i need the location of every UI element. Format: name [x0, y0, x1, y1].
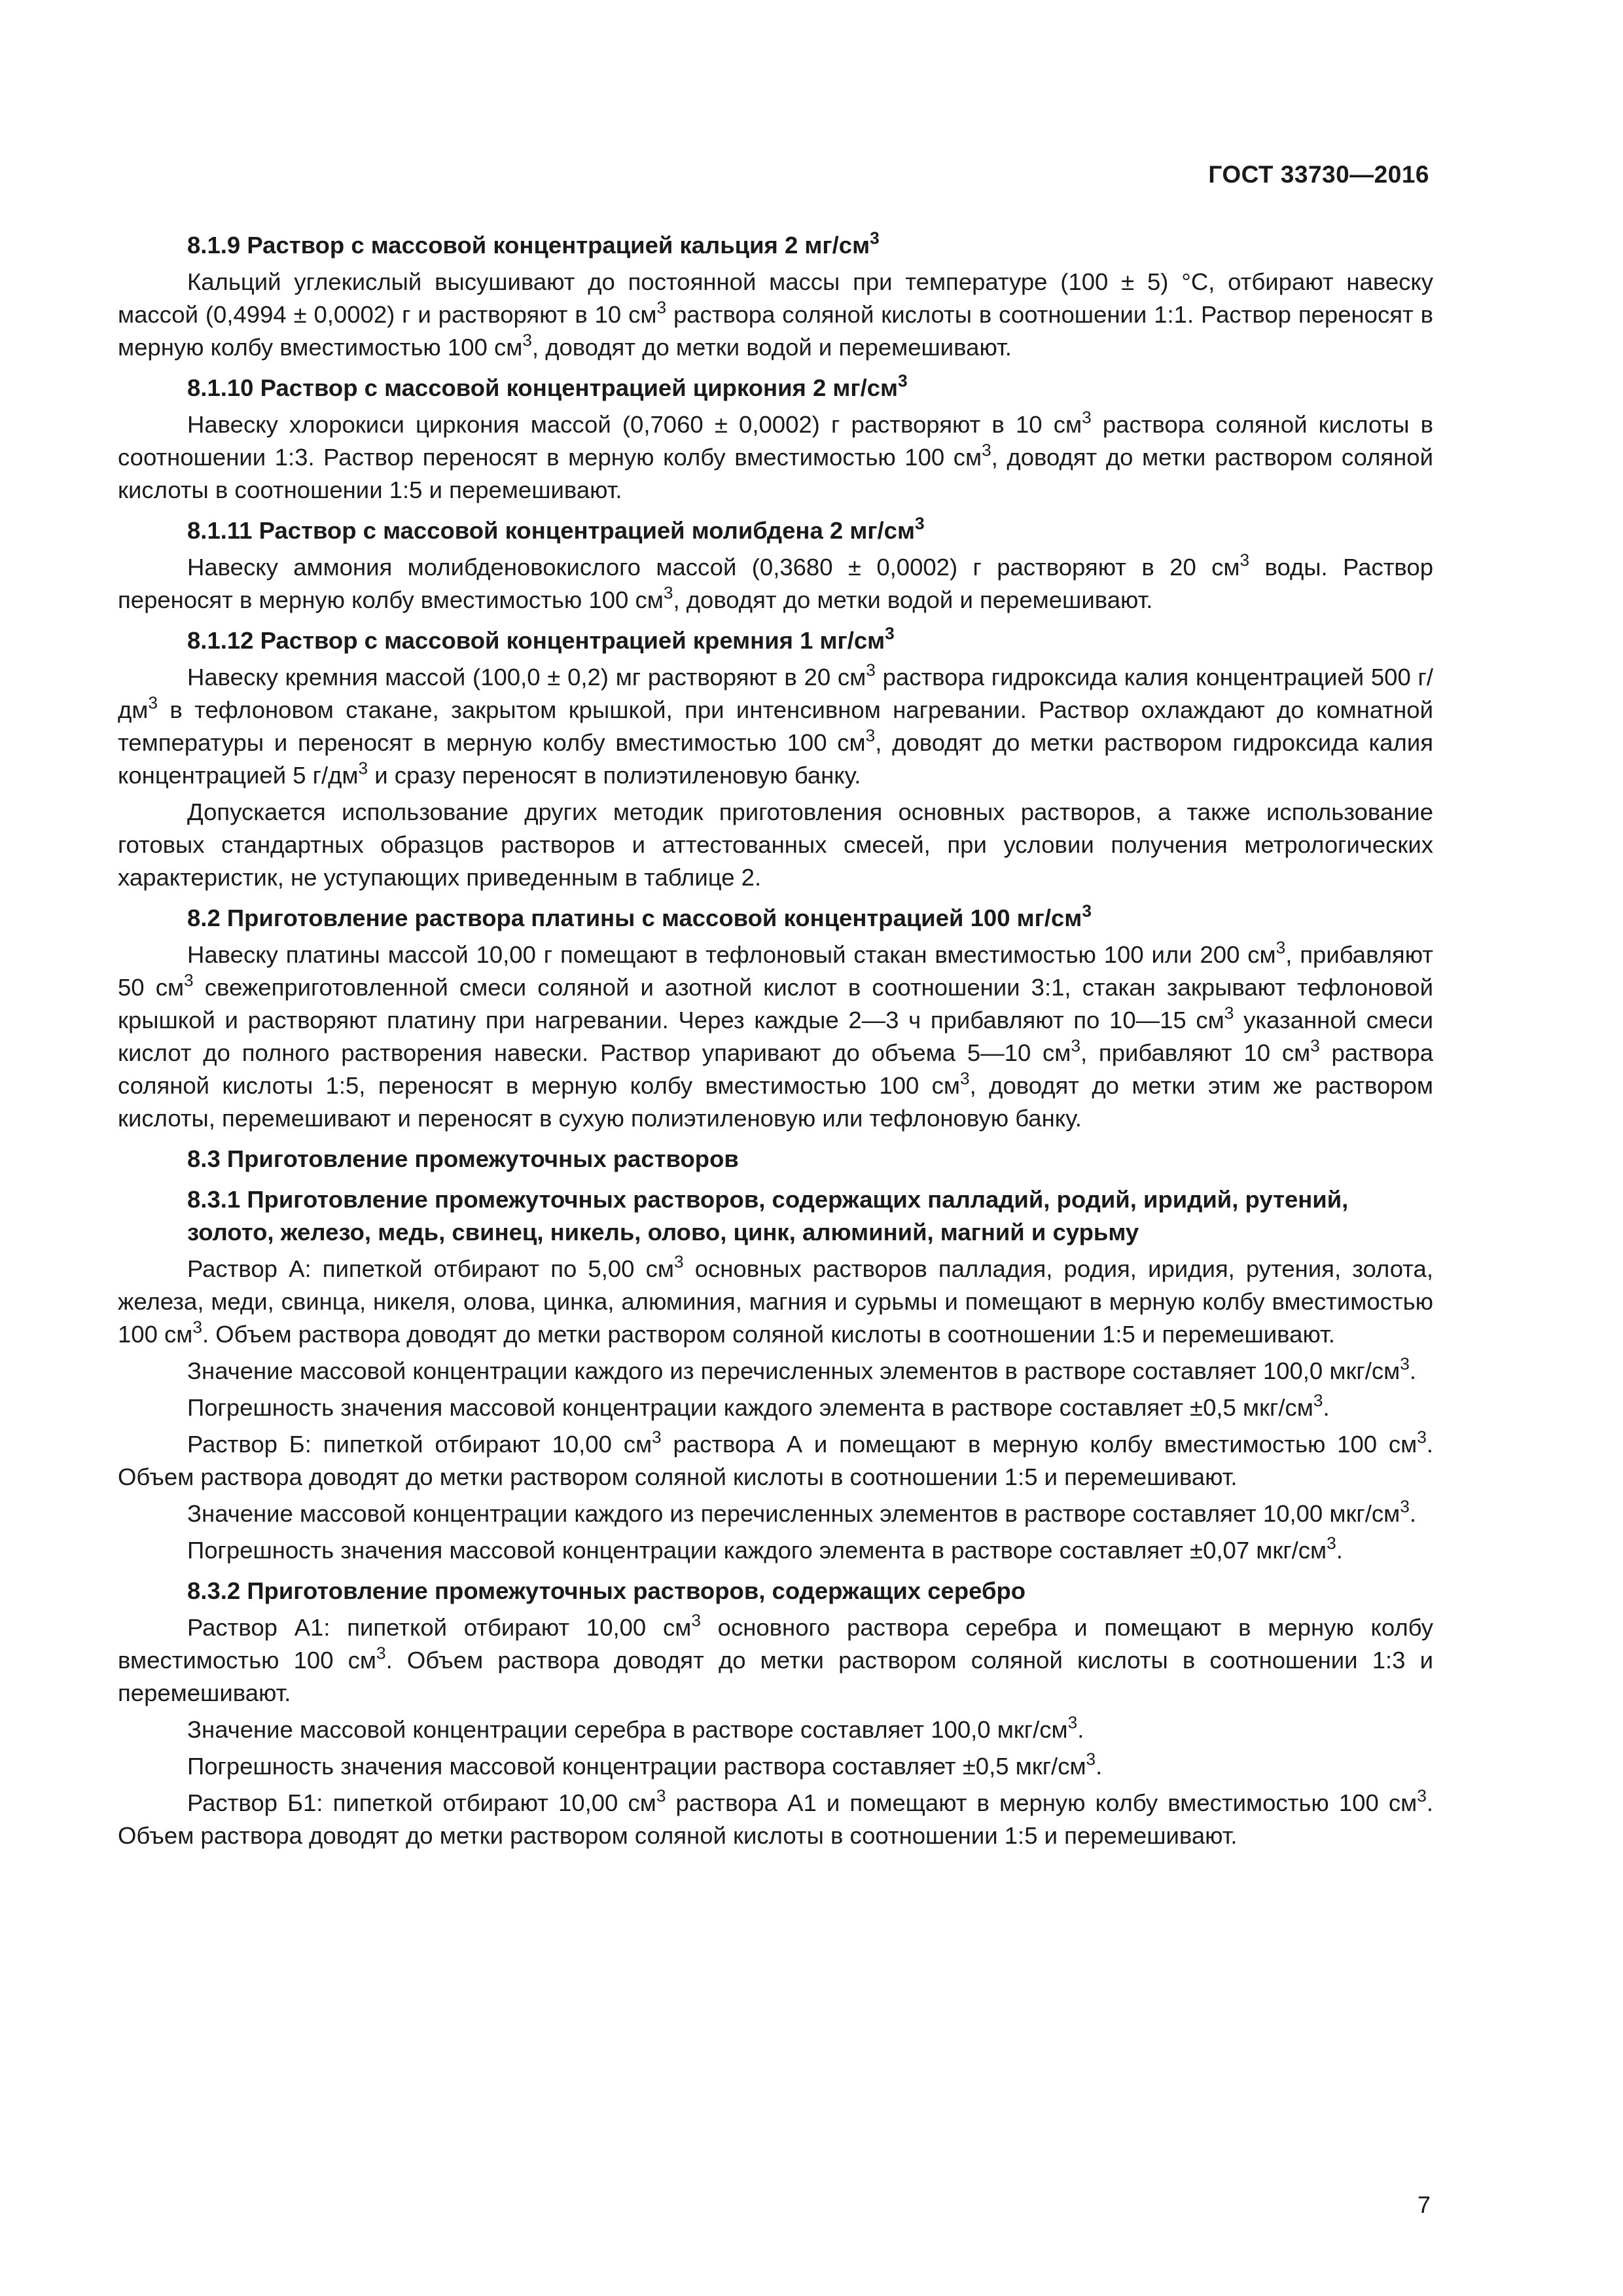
section-heading: 8.3.1 Приготовление промежуточных растворов, содержащих палладий, родий, иридий, рутений, золото, железо, медь, свинец, никель, олово, цинк, алюминий, магний и сурьму: [187, 1186, 1349, 1246]
paragraph: Погрешность значения массовой концентрации каждого элемента в растворе составляет ±0,07 мкг/$см^3$.: [187, 1533, 1343, 1564]
paragraph: Допускается использование других методик приготовления основных растворов, а также использование готовых стандартных образцов растворов и аттестованных смесей, при условии получения метрологических характеристик, не уступающих приведенным в таблице 2.: [118, 798, 1433, 891]
paragraph: Навеску платины массой 10,00 г помещают в тефлоновый стакан вместимостью 100 или 200 $см^3$, прибавляют 50 $см^3$ свежеприготовленной смеси соляной и азотной кислот в соотношении 3:1, стакан закрывают тефлоновой крышкой и растворяют платину при нагревании. Через каждые 2—3 ч прибавляют по 10—15 $см^3$ указанной смеси кислот до полного растворения навески. Раствор упаривают до объема 5—10 $см^3$, прибавляют 10 $см^3$ раствора соляной кислоты 1:5, переносят в мерную колбу вместимостью 100 $см^3$, доводят до метки этим же раствором кислоты, перемешивают и переносят в сухую полиэтиленовую или тефлоновую банку.: [118, 937, 1434, 1132]
section-heading: 8.1.10 Раствор с массовой концентрацией циркония 2 $мг/см^3$: [187, 370, 908, 401]
paragraph: Навеску хлорокиси циркония массой (0,7060 ± 0,0002) г растворяют в 10 $см^3$ раствора соляной кислоты в соотношении 1:3. Раствор переносят в мерную колбу вместимостью 100 $см^3$, доводят до метки раствором соляной кислоты в соотношении 1:5 и перемешивают.: [118, 407, 1433, 503]
paragraph: Навеску кремния массой (100,0 ± 0,2) мг растворяют в 20 $см^3$ раствора гидроксида калия концентрацией 500 $г/дм^3$ в тефлоновом стакане, закрытом крышкой, при интенсивном нагревании. Раствор охлаждают до комнатной температуры и переносят в мерную колбу вместимостью 100 $см^3$, доводят до метки раствором гидроксида калия концентрацией 5 $г/дм^3$ и сразу переносят в полиэтиленовую банку.: [118, 660, 1433, 789]
paragraph: Погрешность значения массовой концентрации раствора составляет ±0,5 мкг/$см^3$.: [187, 1749, 1103, 1780]
section-heading: 8.1.9 Раствор с массовой концентрацией кальция 2 $мг/см^3$: [187, 228, 880, 259]
section-heading: 8.2 Приготовление раствора платины с массовой концентрацией 100 $мг/см^3$: [187, 901, 1092, 931]
document-header: ГОСТ 33730—2016: [1208, 161, 1429, 188]
section-heading: 8.1.12 Раствор с массовой концентрацией кремния 1 $мг/см^3$: [187, 623, 895, 654]
paragraph: Кальций углекислый высушивают до постоянной массы при температуре (100 ± 5) °С, отбирают навеску массой (0,4994 ± 0,0002) г и растворяют в 10 $см^3$ раствора соляной кислоты в соотношении 1:1. Раствор переносят в мерную колбу вместимостью 100 $см^3$, доводят до метки водой и перемешивают.: [118, 268, 1433, 361]
paragraph: Навеску аммония молибденовокислого массой (0,3680 ± 0,0002) г растворяют в 20 $см^3$ воды. Раствор переносят в мерную колбу вместимостью 100 $см^3$, доводят до метки водой и перемешивают.: [118, 550, 1433, 613]
document-body: [118, 221, 1433, 1856]
section-heading: 8.1.11 Раствор с массовой концентрацией молибдена 2 $мг/см^3$: [187, 513, 925, 544]
paragraph: Раствор Б1: пипеткой отбирают 10,00 $см^3$ раствора А1 и помещают в мерную колбу вместимостью 100 $см^3$. Объем раствора доводят до метки раствором соляной кислоты в соотношении 1:5 и перемешивают.: [118, 1785, 1433, 1849]
paragraph: Погрешность значения массовой концентрации каждого элемента в растворе составляет ±0,5 мкг/$см^3$.: [187, 1390, 1330, 1421]
section-heading: 8.3.2 Приготовление промежуточных растворов, содержащих серебро: [187, 1577, 1026, 1604]
paragraph: Значение массовой концентрации каждого из перечисленных элементов в растворе составляет 100,0 мкг/$см^3$.: [187, 1354, 1416, 1384]
section-heading: 8.3 Приготовление промежуточных растворов: [187, 1145, 739, 1172]
paragraph: Значение массовой концентрации каждого из перечисленных элементов в растворе составляет 10,00 мкг/$см^3$.: [187, 1496, 1416, 1527]
paragraph: Раствор А: пипеткой отбирают по 5,00 $см^3$ основных растворов палладия, родия, иридия, рутения, золота, железа, меди, свинца, никеля, олова, цинка, алюминия, магния и сурьмы и помещают в мерную колбу вместимостью 100 $см^3$. Объем раствора доводят до метки раствором соляной кислоты в соотношении 1:5 и перемешивают.: [118, 1251, 1433, 1348]
paragraph: Раствор А1: пипеткой отбирают 10,00 $см^3$ основного раствора серебра и помещают в мерную колбу вместимостью 100 $см^3$. Объем раствора доводят до метки раствором соляной кислоты в соотношении 1:3 и перемешивают.: [118, 1610, 1434, 1706]
paragraph: Значение массовой концентрации серебра в растворе составляет 100,0 мкг/$см^3$.: [187, 1712, 1084, 1743]
paragraph: Раствор Б: пипеткой отбирают 10,00 $см^3$ раствора А и помещают в мерную колбу вместимостью 100 $см^3$. Объем раствора доводят до метки раствором соляной кислоты в соотношении 1:5 и перемешивают.: [118, 1427, 1433, 1490]
page-number: 7: [1417, 2191, 1431, 2218]
